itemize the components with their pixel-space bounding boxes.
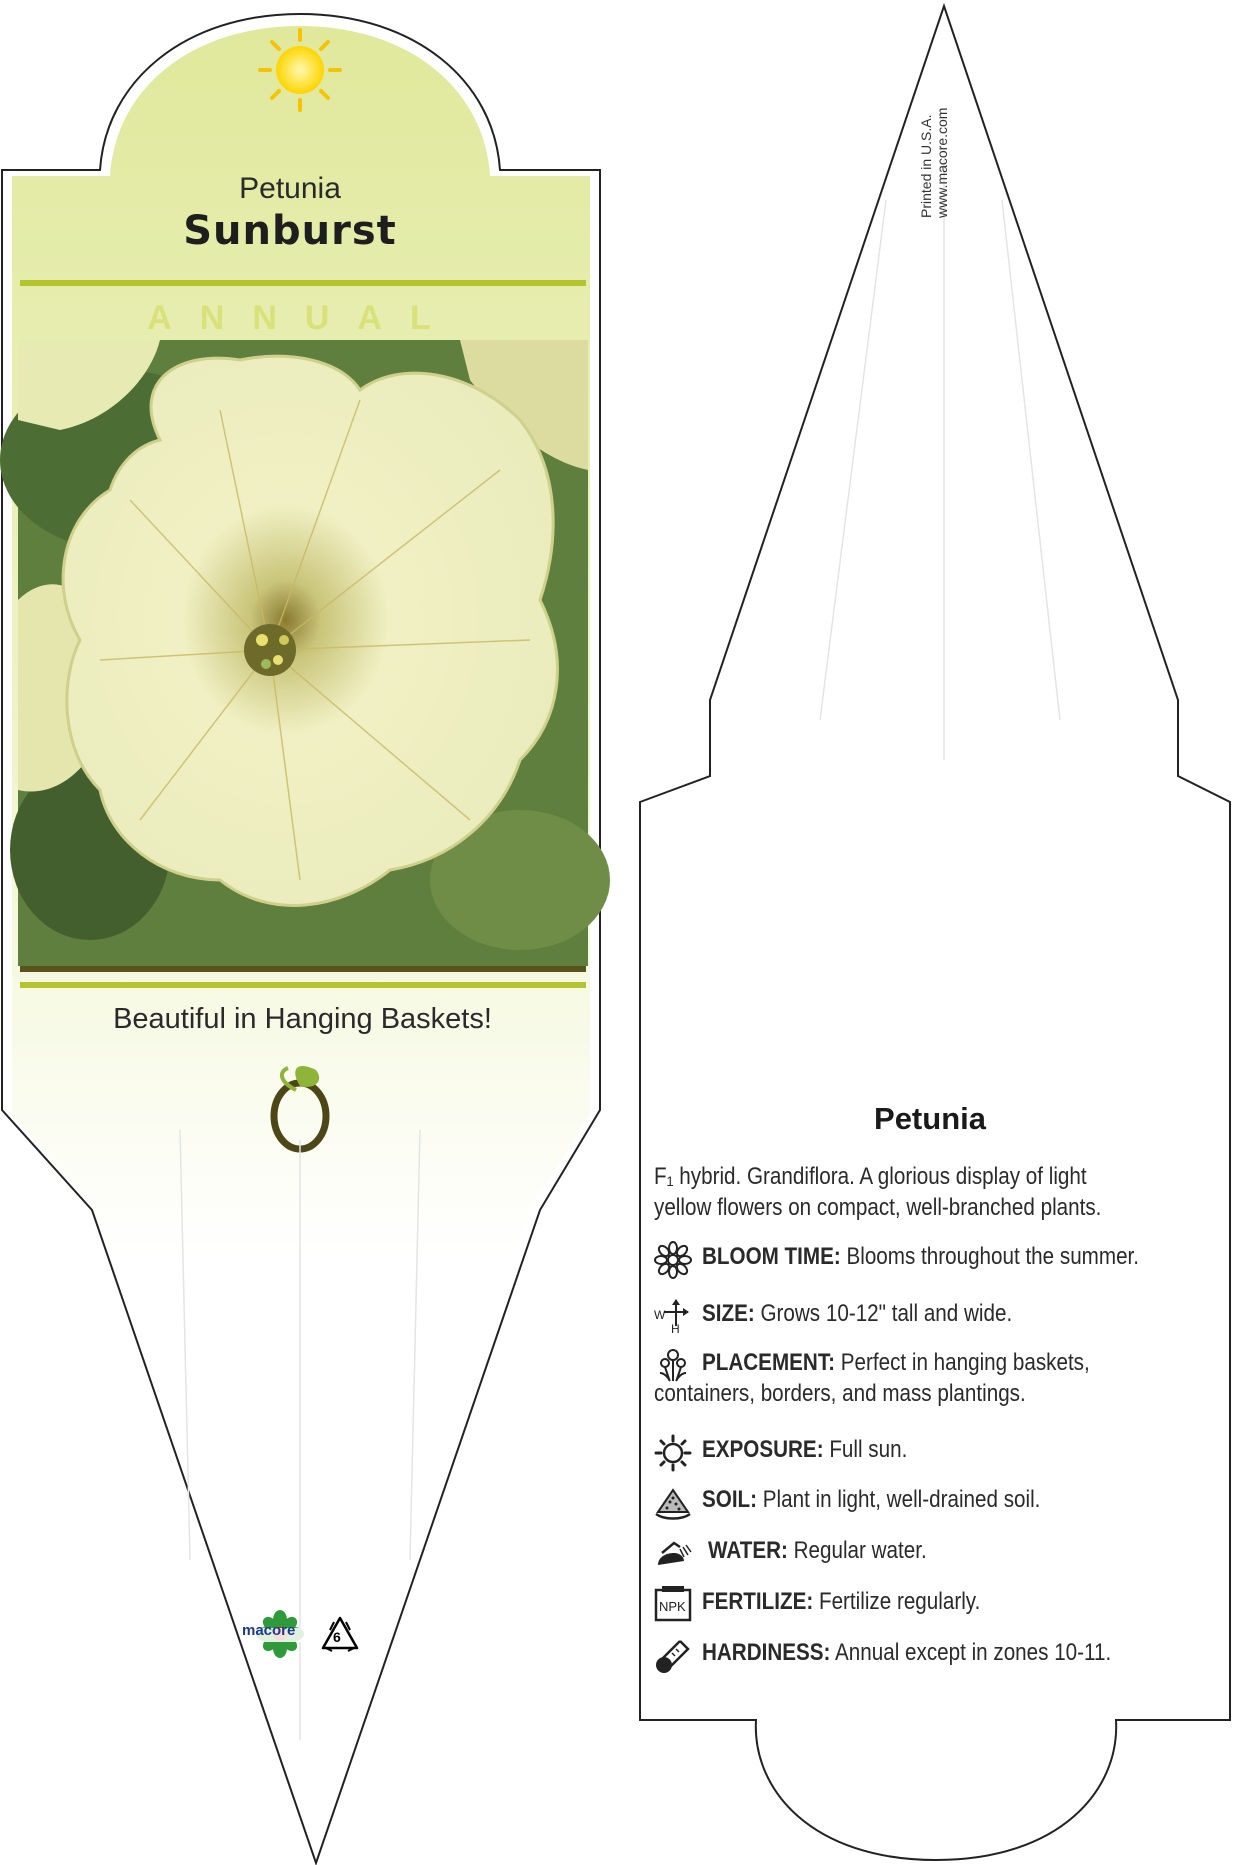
care-text: Plant in light, well-drained soil.	[757, 1486, 1041, 1513]
care-label: SOIL:	[702, 1486, 758, 1513]
npk-label: NPK	[659, 1599, 686, 1614]
care-label: PLACEMENT:	[702, 1349, 836, 1376]
care-label: WATER:	[708, 1537, 788, 1564]
variety-name: Sunburst	[183, 208, 397, 254]
sun-icon	[654, 1434, 692, 1472]
plant-name: Petunia	[239, 172, 341, 205]
back-title: Petunia	[874, 1101, 986, 1136]
brand-logo-text: macore	[242, 1622, 296, 1639]
category-band: ANNUAL	[147, 299, 459, 337]
soil-icon	[654, 1484, 692, 1522]
size-w-label: W	[654, 1308, 666, 1322]
watering-can-icon	[654, 1535, 692, 1573]
printed-info	[918, 108, 950, 218]
care-text: Perfect in hanging baskets,	[835, 1349, 1090, 1376]
care-label: EXPOSURE:	[702, 1436, 824, 1463]
back-tag	[640, 6, 1230, 1860]
care-label: BLOOM TIME:	[702, 1243, 841, 1270]
recycle-code: 6	[333, 1629, 341, 1645]
sun-exposure-icon	[260, 30, 340, 110]
care-text: Regular water.	[787, 1537, 927, 1564]
thermometer-icon	[654, 1637, 692, 1675]
front-tag	[0, 0, 610, 1863]
care-text: Annual except in zones 10-11.	[830, 1639, 1112, 1666]
size-h-label: H	[671, 1322, 680, 1336]
care-text: Blooms throughout the summer.	[840, 1243, 1140, 1270]
care-label: FERTILIZE:	[702, 1588, 814, 1615]
care-label: HARDINESS:	[702, 1639, 831, 1666]
printed-line: Printed in U.S.A.	[918, 114, 934, 218]
care-text: Grows 10-12" tall and wide.	[754, 1300, 1013, 1327]
website-line: www.macore.com	[934, 107, 950, 218]
description: F₁ hybrid. Grandiflora. A glorious display of light yellow flowers on compact, well-branched plants.	[654, 1163, 1102, 1221]
care-text: Full sun.	[823, 1436, 908, 1463]
care-text-cont: containers, borders, and mass plantings.	[654, 1380, 1026, 1407]
care-text: Fertilize regularly.	[813, 1588, 981, 1615]
care-label: SIZE:	[702, 1300, 755, 1327]
petunia-flower-photo	[0, 340, 610, 966]
tagline: Beautiful in Hanging Baskets!	[113, 1003, 492, 1035]
flower-icon	[654, 1241, 692, 1279]
